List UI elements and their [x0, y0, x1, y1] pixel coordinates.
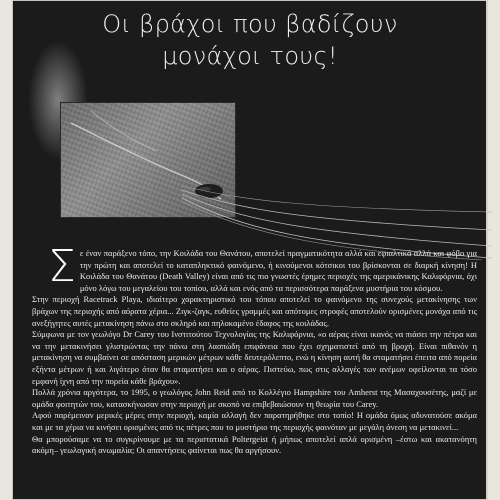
- article-body: [32, 248, 477, 500]
- magazine-page: [12, 0, 488, 500]
- paragraph-4: Πολλά χρόνια αργότερα, το 1995, ο γεωλόγος John Reid από το Κολλέγιο Hampshire του Amherst της Μασαχουσέτης, μαζί με ομάδα φοιτητών του, κατασκήνωσαν στην περιοχή με σκοπό να επιβεβαιώσουν τη θεωρία του Carey.: [32, 387, 477, 409]
- paragraph-5: Αφού παρέμειναν μερικές μέρες στην περιοχή, καμία αλλαγή δεν παρατηρήθηκε στο τοπίο! Η ομάδα όμως αδυνατούσε ακόμα και με τα χέρια να κινήσει ορισμένες από τις πέτρες που το μυστήριο της περιοχής φαινόταν με μεγάλη άνεση να μετακινεί...: [32, 410, 477, 432]
- paragraph-3: Σύμφωνα με τον γεωλόγο Dr Carey του Ινστιτούτου Τεχνολογίας της Καλιφόρνια, «ο αέρας είναι ικανός να πιάσει την πέτρα και να την μετακινήσει γλιστρώντας την πάνω στη λασπώδη επιφάνεια που έχει σχηματιστεί από τη βροχή. Είναι πιθανόν η μετακίνηση να συμβαίνει σε απόσταση μερικών μέτρων κάθε δευτερόλεπτο, ενώ η κίνηση αυτή θα σταματήσει έπειτα από πορεία εξήντα μέτρων ή και λιγότερο όταν θα σταματήσει και ο αέρας. Πιστεύω, πως στις αλλαγές των ανέμων οφείλονται τα τόσο εμφανή ίχνη από την πορεία κάθε βράχου».: [32, 329, 477, 386]
- title-line-1: Οι βράχοι που βαδίζουν: [102, 10, 398, 38]
- paragraph-2: Στην περιοχή Racetrack Playa, ιδιαίτερο χαρακτηριστικό του τόπου αποτελεί το φαινόμενο της συνεχούς μετακίνησης των βράχων της περιοχής από αόρατα χέρια... Ζιγκ-ζαγκ, ευθείες γραμμές και απότομες στροφές αποτελούν ορισμένες μονάχα από τις ανεξήγητες αυτές μετακίνηση πάνω στο σκληρό και πηλοκαμένο έδαφος της κοιλάδας.: [32, 294, 477, 328]
- title-line-2: μονάχοι τους!: [162, 42, 338, 70]
- wind-streaks-graphic: [182, 150, 492, 260]
- paragraph-6: Θα μπορούσαμε να το συγκρίνουμε με τα περιστατικά Poltergeist ή μήπως αποτελεί απλά ορισμένη –έστω και ακατανόητη ακόμη– γεωλογική ανωμαλία; Οι απαντήσεις φαίνεται πως θα αργήσουν.: [32, 433, 477, 456]
- drop-cap: Σ: [48, 248, 76, 292]
- article-title: [24, 8, 476, 72]
- page-edge: [486, 0, 488, 500]
- paragraph-1: ε έναν παράξενο τόπο, την Κοιλάδα του Θανάτου, αποτελεί πραγματικότητα αλλά και εφιαλτικά αλλά και φόβο για την πρώτη και αποτελεί το καταπληκτικό φαινόμενο, ή κινούμενοι κότσικοι του βρίσκονται σε διαρκή κίνηση! Η Κοιλάδα του Θανάτου (Death Valley) είναι από τις πιο γνωστές έρημες περιοχές της αμερικάνικης Καλιφόρνια, όχι μόνο λόγω του μεγαλείου του τοπίου, αλλά και ενός από τα περισσότερα παράξενα μυστήρια του κόσμου.: [79, 248, 477, 293]
